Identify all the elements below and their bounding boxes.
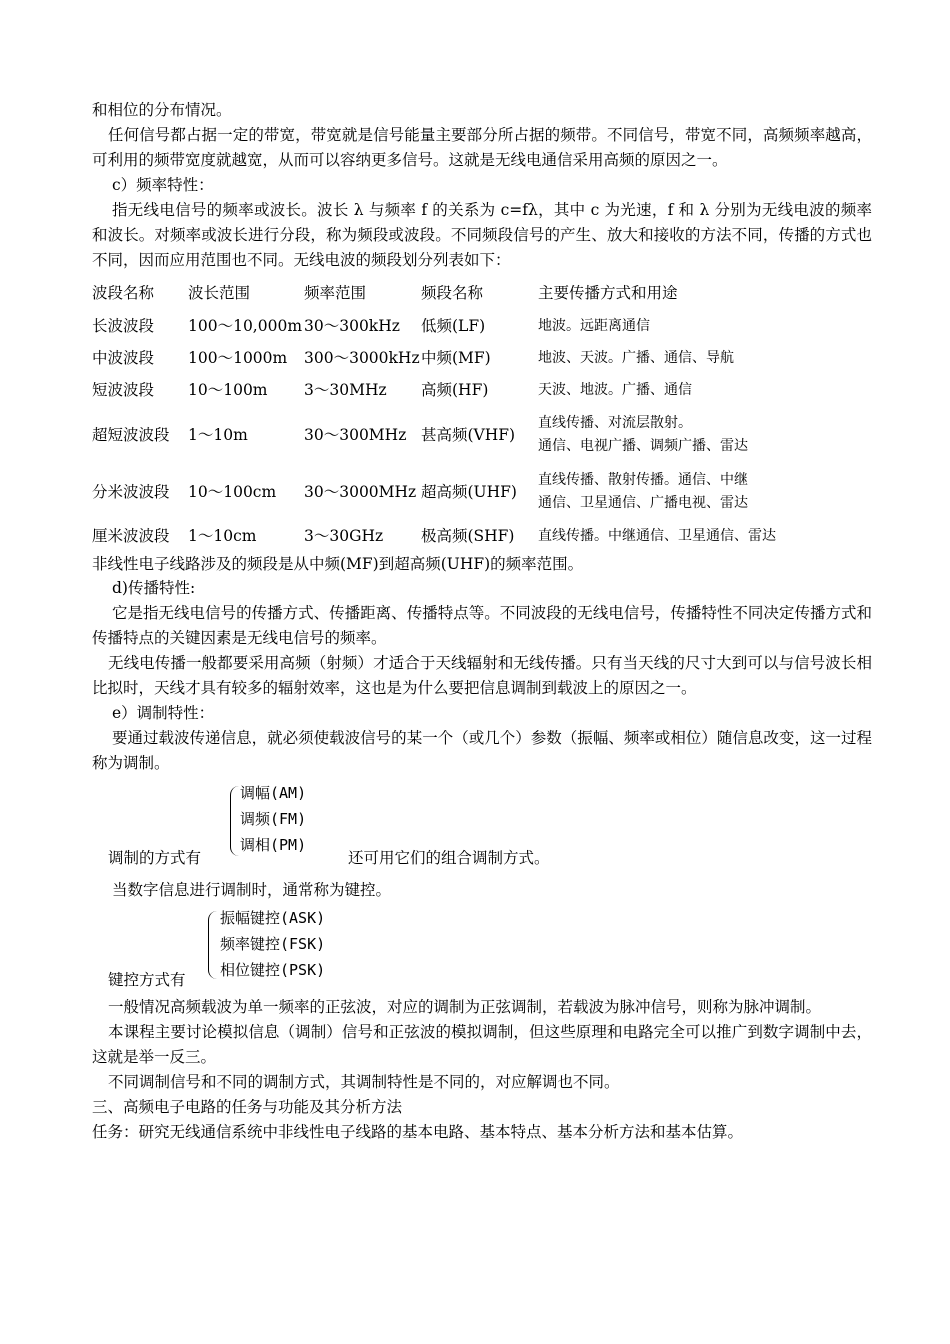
list-item: 调幅(AM) [240, 784, 307, 802]
frequency-range: 30～3000MHz [304, 482, 417, 501]
modulation-methods-label: 调制的方式有 [108, 849, 202, 867]
modulation-methods-list [240, 780, 306, 858]
frequency-range: 30～300kHz [304, 317, 400, 335]
modulation-methods-block [92, 776, 872, 876]
frequency-band-name: 甚高频(VHF) [421, 425, 516, 444]
table-header-cell: 频段名称 [421, 284, 484, 302]
frequency-band-name: 高频(HF) [421, 381, 489, 399]
modulation-note: 还可用它们的组合调制方式。 [348, 849, 550, 867]
section-title: 三、高频电子电路的任务与功能及其分析方法 [92, 1098, 403, 1116]
paragraph-course-scope: 本课程主要讨论模拟信息（调制）信号和正弦波的模拟调制，但这些原理和电路完全可以推广到数字调制中去，这就是举一反三。 [92, 1023, 872, 1066]
paragraph-task: 任务：研究无线通信系统中非线性电子线路的基本电路、基本特点、基本分析方法和基本估算。 [92, 1123, 744, 1141]
paragraph-modulation: 要通过载波传递信息，就必须使载波信号的某一个（或几个）参数（振幅、频率或相位）随信息改变，这一过程称为调制。 [92, 729, 872, 772]
frequency-range: 30～300MHz [304, 425, 407, 444]
table-header-cell: 波段名称 [92, 284, 155, 302]
paragraph-intro: 和相位的分布情况。 [92, 101, 232, 119]
keying-methods-block [92, 903, 872, 995]
label-frequency-characteristics: c）频率特性： [112, 176, 214, 194]
paragraph-demodulation: 不同调制信号和不同的调制方式，其调制特性是不同的，对应解调也不同。 [108, 1073, 620, 1091]
paragraph-nonlinear: 非线性电子线路涉及的频段是从中频(MF)到超高频(UHF)的频率范围。 [92, 555, 584, 573]
wavelength-range: 10～100cm [188, 482, 277, 501]
table-header-cell: 波长范围 [188, 284, 251, 302]
label-propagation-characteristics: d)传播特性: [112, 579, 196, 597]
table-row [92, 374, 792, 406]
table-row [92, 342, 792, 374]
propagation-use-line: 直线传播。中继通信、卫星通信、雷达 [538, 527, 776, 544]
paragraph-frequency: 指无线电信号的频率或波长。波长 λ 与频率 f 的关系为 c=fλ，其中 c 为光速，f 和 λ 分别为无线电波的频率和波长。对频率或波长进行分段，称为频段或波段。不同频段信号的产生、放大和接收的方法不同，传播的方式也不同，因而应用范围也不同。无线电波的频段划分列表如下： [92, 201, 872, 269]
wavelength-range: 100～10,000m [188, 317, 303, 335]
wavelength-range: 10～100m [188, 381, 268, 399]
propagation-use-line: 直线传播、散射传播。通信、中继 [538, 471, 748, 488]
band-name: 厘米波波段 [92, 527, 170, 545]
frequency-band-name: 中频(MF) [421, 349, 491, 367]
table-row [92, 520, 792, 552]
frequency-band-name: 极高频(SHF) [421, 527, 515, 545]
band-name: 超短波波段 [92, 425, 170, 444]
label-modulation-characteristics: e）调制特性： [112, 704, 215, 722]
frequency-range: 3～30GHz [304, 527, 384, 545]
list-item: 频率键控(FSK) [220, 935, 326, 953]
table-header-cell: 频率范围 [304, 284, 367, 302]
propagation-use [538, 342, 792, 374]
table-row [92, 406, 792, 463]
frequency-range: 3～30MHz [304, 381, 387, 399]
band-name: 分米波波段 [92, 482, 170, 501]
table-row [92, 310, 792, 342]
paragraph-antenna: 无线电传播一般都要采用高频（射频）才适合于天线辐射和无线传播。只有当天线的尺寸大到可以与信号波长相比拟时，天线才具有较多的辐射效率，这也是为什么要把信息调制到载波上的原因之一。 [92, 654, 872, 697]
propagation-use [538, 374, 792, 406]
propagation-use-line: 通信、卫星通信、广播电视、雷达 [538, 494, 748, 511]
propagation-use-line: 通信、电视广播、调频广播、雷达 [538, 437, 748, 454]
frequency-band-name: 低频(LF) [421, 317, 486, 335]
propagation-use-line: 地波、天波。广播、通信、导航 [538, 349, 734, 366]
propagation-use [538, 310, 792, 342]
propagation-use [538, 520, 792, 552]
paragraph-digital-keying: 当数字信息进行调制时，通常称为键控。 [112, 881, 392, 899]
band-table [92, 276, 792, 552]
paragraph-bandwidth: 任何信号都占据一定的带宽，带宽就是信号能量主要部分所占据的频带。不同信号，带宽不同，高频频率越高，可利用的频带宽度就越宽，从而可以容纳更多信号。这就是无线电通信采用高频的原因之一。 [92, 126, 872, 169]
list-item: 调频(FM) [240, 810, 307, 828]
keying-methods-label: 键控方式有 [108, 971, 186, 989]
list-item: 相位键控(PSK) [220, 961, 326, 979]
paragraph-sine-modulation: 一般情况高频载波为单一频率的正弦波，对应的调制为正弦调制，若载波为脉冲信号，则称为脉冲调制。 [108, 998, 822, 1016]
list-item: 振幅键控(ASK) [220, 909, 326, 927]
keying-methods-list [220, 905, 325, 983]
wavelength-range: 1～10m [188, 425, 248, 444]
band-name: 中波波段 [92, 349, 155, 367]
frequency-range: 300～3000kHz [304, 349, 420, 367]
table-header-cell: 主要传播方式和用途 [538, 284, 678, 302]
propagation-use [538, 406, 792, 463]
band-name: 长波波段 [92, 317, 155, 335]
left-brace [208, 911, 219, 979]
band-name: 短波波段 [92, 381, 155, 399]
propagation-use-line: 直线传播、对流层散射。 [538, 414, 692, 431]
document-page [92, 98, 872, 1145]
paragraph-propagation: 它是指无线电信号的传播方式、传播距离、传播特点等。不同波段的无线电信号，传播特性不同决定传播方式和传播特点的关键因素是无线电信号的频率。 [92, 604, 872, 647]
propagation-use [538, 463, 792, 520]
wavelength-range: 100～1000m [188, 349, 288, 367]
propagation-use-line: 天波、地波。广播、通信 [538, 381, 692, 398]
table-row [92, 463, 792, 520]
frequency-band-name: 超高频(UHF) [421, 482, 517, 501]
table-header-row [92, 276, 792, 310]
wavelength-range: 1～10cm [188, 527, 257, 545]
propagation-use-line: 地波。远距离通信 [538, 317, 650, 334]
list-item: 调相(PM) [240, 836, 307, 854]
